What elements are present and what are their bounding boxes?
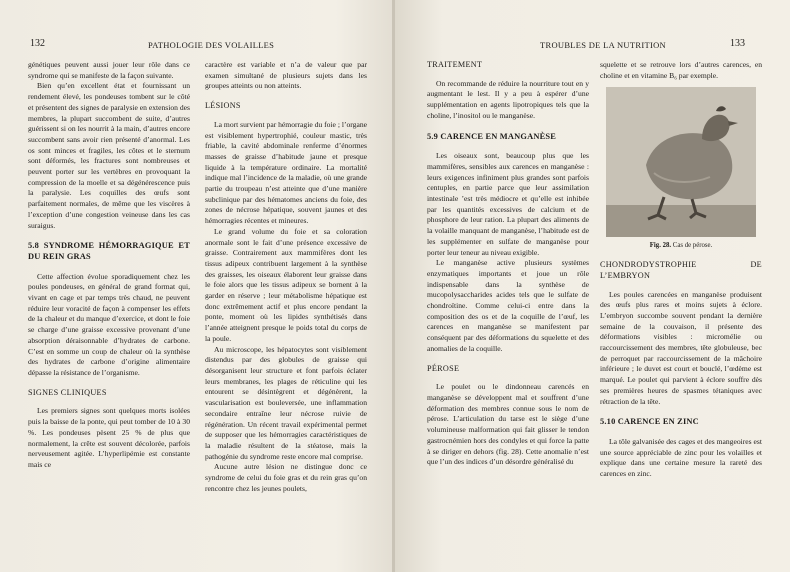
section-heading: 5.9 CARENCE EN MANGANÈSE: [427, 131, 557, 141]
left-page-column-1: [28, 60, 190, 471]
running-head: TROUBLES DE LA NUTRITION: [540, 40, 666, 50]
subsection-heading: CHONDRODYSTROPHIE DE L’EMBRYON: [600, 260, 762, 280]
subsection-heading: PÉROSE: [427, 363, 460, 373]
right-page: [395, 0, 790, 572]
paragraph: squelette et se retrouve lors d’autres carences, en choline et en vitamine B₆ par exemple.: [600, 60, 762, 80]
paragraph: Aucune autre lésion ne distingue donc ce syndrome de celui du foie gras et du rein gras qu’on rencontre chez les jeunes poulets,: [205, 462, 367, 493]
section-heading: 5.10 CARENCE EN ZINC: [600, 417, 699, 427]
paragraph: Bien qu’en excellent état et fournissant un rendement élevé, les pondeuses tombent sur le côté et présentent des signes de paralysie en extension des membres, la plupart succombent de suite, d’autres guérissent si on les nourrit à la main, d’autres encore succombent sans avoir rien présenté d’anormal. Les os sont minces et fragiles, les côtes et le sternum sont déformés, les fractures sont nombreuses et peuvent porter sur les vertèbres en provoquant la compression de la moelle et sa dégénérescence puis la paralysie. Les coquilles des œufs sont parfaitement normales, de même que les viscères à l’exception d’une congestion veineuse dans les cas suraigus.: [28, 81, 190, 230]
figure-photo-chicken: [606, 87, 756, 237]
subsection-heading: TRAITEMENT: [427, 60, 483, 69]
paragraph: Les premiers signes sont quelques morts isolées puis la baisse de la ponte, qui peut tomber de 10 à 30 %. Les pondeuses pèsent 25 % de plus que normalement, la crête est souvent décolorée, parfois nerveusement agitée. L’hyperlipémie est constante mais ce: [28, 406, 190, 469]
chicken-photo-illustration: [606, 87, 756, 237]
paragraph: La mort survient par hémorragie du foie ; l’organe est visiblement hypertrophié, couleur mastic, très friable, la cavité abdominale renferme d’énormes masses de graisse d’habitude jaune et presque liquide à la température ordinaire. La mortalité indique mal l’incidence de la maladie, où une grande partie du troupeau n’est atteinte que d’une manière subclinique par des hématomes anciens du foie, des zones de nécrose hépatique, souvent jaunes et des hémorragies récentes et mineures.: [205, 119, 367, 226]
figure-caption: [600, 241, 762, 252]
paragraph: Le grand volume du foie et sa coloration anormale sont le fait d’une présence excessive de graisse. Contrairement aux mammifères dont les tissus adipeux contribuent largement à la synthèse des graisses, les oiseaux élaborent leur graisse dans le foie alors que les tissus adipeux se bornent à la garder en réserve ; leur métabolisme hépatique est donc extrêmement actif et plus encore pendant la ponte, moment où les lipides synthétisés dans l’année atteignent presque le poids total du corps de la poule.: [205, 226, 367, 343]
paragraph: Les oiseaux sont, beaucoup plus que les mammifères, sensibles aux carences en manganèse : leurs exigences infiniment plus grandes sont parfois centuples, en partie parce que leur assimilation intestinale ’est très médiocre et qu’elle est inhibée par les quantités excessives de calcium et de phosphore de leur ration. La plupart des aliments de la volaille manquant de manganèse, l’habitude est de les supplémenter en sulfate de manganèse pour porter leur teneur au niveau exigible.: [427, 151, 589, 257]
paragraph: La tôle galvanisée des cages et des mangeoires est une source appréciable de zinc pour les volailles et explique dans une certaine mesure la rareté des carences en zinc.: [600, 436, 762, 479]
figure-caption-label: Fig. 28.: [649, 242, 672, 250]
running-head: PATHOLOGIE DES VOLAILLES: [148, 40, 275, 50]
paragraph: Le manganèse active plusieurs systèmes enzymatiques importants et joue un rôle indispensable dans la synthèse de mucopolysaccharides acides tels que le sulfate de chondroïtine. Comme celui-ci entre dans la composition des os et de la coquille de l’œuf, les carences en manganèse se manifestent par conséquent par des déformations du squelette et des anomalies de la coquille.: [427, 258, 589, 353]
page-number: 133: [730, 38, 745, 49]
subsection-heading: SIGNES CLINIQUES: [28, 387, 107, 397]
paragraph: On recommande de réduire la nourriture tout en y augmentant le lest. Il y a peu à espérer d’une supplémentation en agents lipotropiques tels que la choline, l’inositol ou le manganèse.: [427, 78, 589, 120]
paragraph: génétiques peuvent aussi jouer leur rôle dans ce syndrome qui se manifeste de la façon suivante.: [28, 60, 190, 80]
subsection-heading: LÉSIONS: [205, 101, 241, 111]
paragraph: Cette affection évolue sporadiquement chez les poules pondeuses, en général de grand format qui, vivant en cage et par temps très chaud, ne peuvent réduire leur voracité de façon à compenser les effets de la chaleur et du manque d’exercice, et dont le foie se charge d’une graisse excessive provenant d’une absorption déraisonnable d’hydrates de carbone. C’est en somme un coup de chaleur où la synthèse des hydrates de carbone d’origine alimentaire dépasse la résistance de l’organisme.: [28, 271, 190, 377]
figure-caption-text: Cas de pérose.: [672, 242, 713, 250]
paragraph: Les poules carencées en manganèse produisent des œufs plus rares et moins sujets à éclore. L’embryon succombe souvent pendant la dernière semaine de la couvaison, il présente des déformations visibles : micromélie ou raccourcissement des membres, tête globuleuse, bec de perroquet par raccourcissement de la mâchoire inférieure ; le duvet est court et bouclé, l’œdème est marqué. Le poulet qui parvient à éclore souffre dès ses premières heures de spasmes tétaniques avec rétraction de la tête.: [600, 289, 762, 406]
section-heading: 5.8 SYNDROME HÉMORRAGIQUE ET DU REIN GRAS: [28, 241, 190, 261]
page-number: 132: [30, 38, 45, 49]
left-page-column-2: [205, 60, 367, 494]
paragraph: caractère est variable et n’a de valeur que par examen simultané de plusieurs sujets dans les groupes atteints ou non atteints.: [205, 60, 367, 91]
paragraph: Au microscope, les hépatocytes sont visiblement distendus par des globules de graisse qui désorganisent leur structure et font parfois éclater leurs membranes, les plages de réticuline qui les entourent se désintègrent et dégénèrent, la vascularisation est bouleversée, une inflammation secondaire entraîne leur nécrose ruivie de régénération. Un récent travail expérimental permet de supposer que les hémorragies caractéristiques de la maladie résultent de la stéatose, mais la pathogénie du syndrome reste encore mal comprise.: [205, 344, 367, 461]
paragraph: Le poulet ou le dindonneau carencés en manganèse se développent mal et souffrent d’une déformation des membres connue sous le nom de pérose. L’articulation du tarse est le siège d’une volumineuse malformation qui fait glisser le tendon gastrocnémien hors des condyles et qui force la patte à se diriger en dehors (fig. 28). Cette anomalie n’est que l’un des indices d’un désordre généralisé du: [427, 382, 589, 467]
right-page-column-1: [427, 60, 589, 468]
right-page-column-2: [600, 60, 762, 480]
